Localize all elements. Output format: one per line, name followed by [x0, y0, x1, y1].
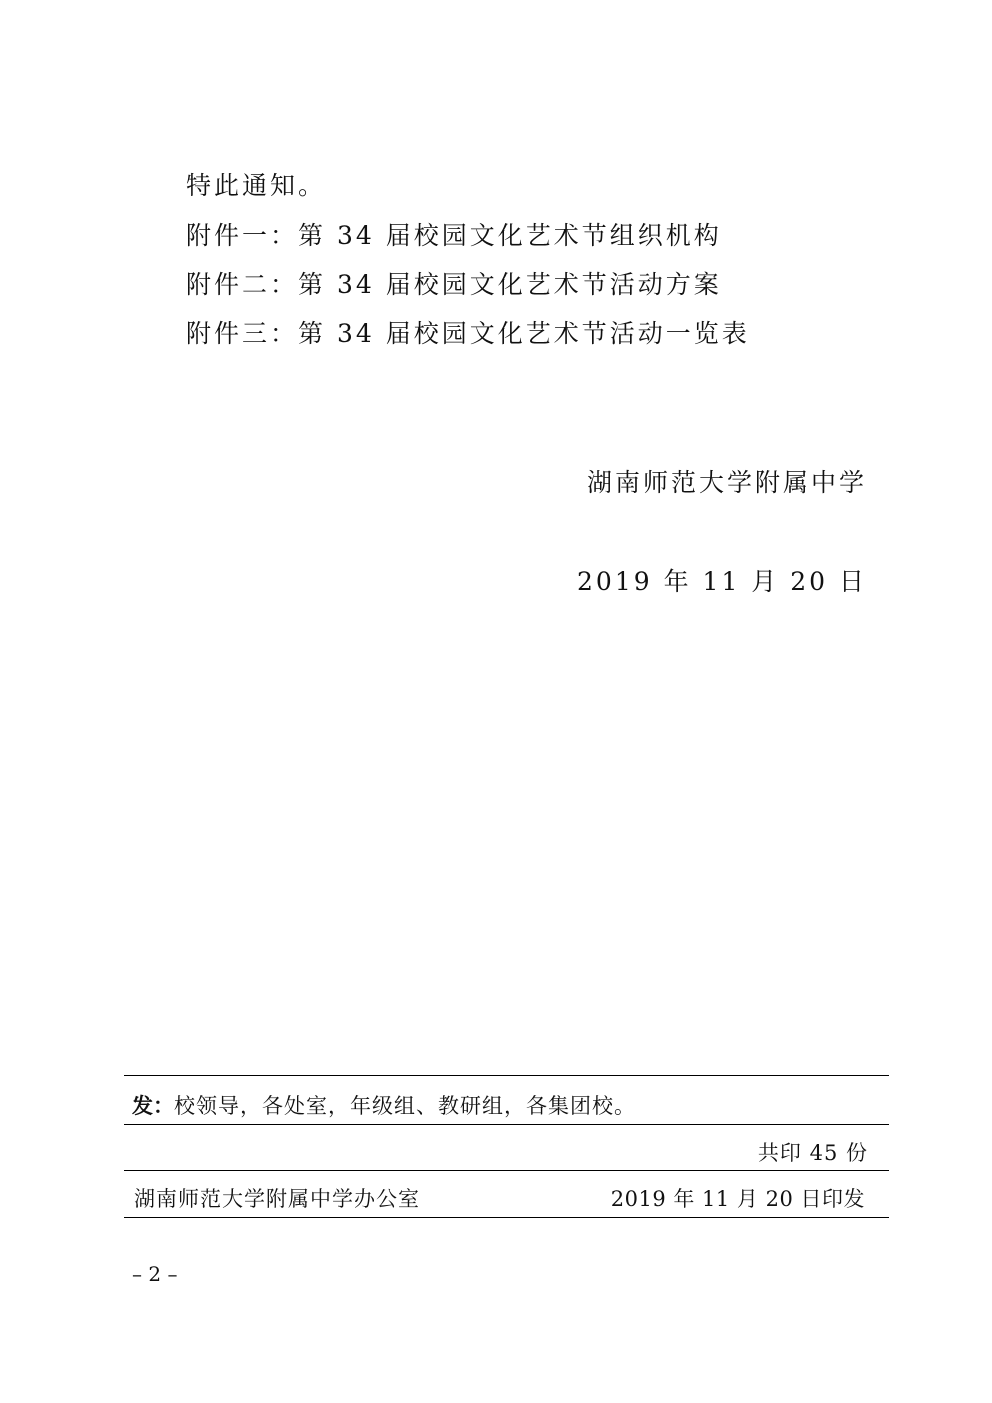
- distribution-rule-2: [124, 1170, 889, 1171]
- closing-statement: 特此通知。: [186, 171, 327, 200]
- copies-count: 共印 45 份: [757, 1141, 868, 1165]
- distribution-row: [132, 1092, 636, 1120]
- signature-organization: 湖南师范大学附属中学: [586, 468, 867, 497]
- distribution-recipients: 校领导，各处室，年级组、教研组，各集团校。: [174, 1094, 636, 1118]
- issuer-office: 湖南师范大学附属中学办公室: [134, 1187, 420, 1211]
- distribution-bottom-rule: [124, 1217, 889, 1218]
- signature-date: 2019 年 11 月 20 日: [577, 567, 867, 596]
- attachment-3: 附件三：第 34 届校园文化艺术节活动一览表: [186, 319, 750, 348]
- attachment-2: 附件二：第 34 届校园文化艺术节活动方案: [186, 270, 722, 299]
- attachment-1: 附件一：第 34 届校园文化艺术节组织机构: [186, 221, 722, 250]
- distribution-rule-1: [124, 1124, 889, 1125]
- page-number: – 2 –: [132, 1262, 178, 1286]
- distribution-label: 发：: [132, 1093, 174, 1118]
- distribution-top-rule: [124, 1075, 889, 1076]
- issue-date: 2019 年 11 月 20 日印发: [610, 1187, 865, 1211]
